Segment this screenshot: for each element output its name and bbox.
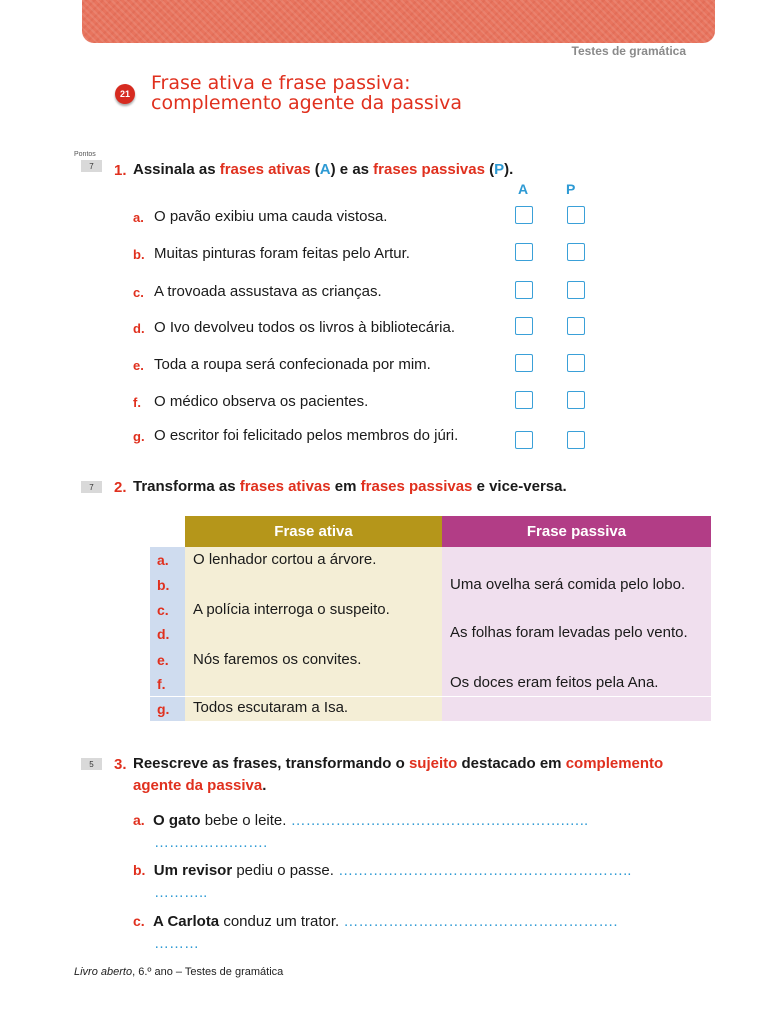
section-label: Testes de gramática bbox=[571, 44, 686, 58]
header-banner bbox=[82, 0, 715, 43]
points-label: Pontos bbox=[74, 151, 96, 158]
q1-points: 7 bbox=[81, 160, 102, 172]
checkbox-a[interactable] bbox=[515, 317, 533, 335]
table-cell-passiva: Uma ovelha será comida pelo lobo. bbox=[450, 576, 686, 593]
q1-number: 1. bbox=[114, 162, 127, 179]
page-title: Frase ativa e frase passiva: complemento agente da passiva bbox=[151, 72, 462, 114]
q3-instruction: Reescreve as frases, transformando o sujeito destacado em complemento agente da passiva. bbox=[133, 755, 664, 794]
q3-item[interactable]: c. A Carlota conduz um trator. ………………………………………………. ……… bbox=[133, 913, 618, 952]
checkbox-p[interactable] bbox=[567, 431, 585, 449]
q1-instruction: Assinala as frases ativas (A) e as frases passivas (P). bbox=[133, 161, 514, 178]
table-cell-ativa: Todos escutaram a Isa. bbox=[193, 699, 349, 716]
checkbox-a[interactable] bbox=[515, 431, 533, 449]
q2-instruction: Transforma as frases ativas em frases passivas e vice-versa. bbox=[133, 478, 567, 495]
table-row-letter: e. bbox=[157, 652, 169, 668]
q2-points: 7 bbox=[81, 481, 102, 493]
checkbox-p[interactable] bbox=[567, 243, 585, 261]
table-cell-ativa: A polícia interroga o suspeito. bbox=[193, 601, 390, 618]
table-row-letter: d. bbox=[157, 626, 170, 642]
q2-number: 2. bbox=[114, 479, 127, 496]
table-cell-ativa: Nós faremos os convites. bbox=[193, 651, 362, 668]
checkbox-a[interactable] bbox=[515, 206, 533, 224]
table-row-letter: a. bbox=[157, 552, 169, 568]
unit-number-badge: 21 bbox=[115, 84, 135, 104]
checkbox-p[interactable] bbox=[567, 391, 585, 409]
table-cell-ativa: O lenhador cortou a árvore. bbox=[193, 551, 377, 568]
footer: Livro aberto, 6.º ano – Testes de gramática bbox=[74, 966, 284, 978]
checkbox-a[interactable] bbox=[515, 281, 533, 299]
row-divider bbox=[150, 696, 711, 697]
column-header-frase-ativa: Frase ativa bbox=[185, 516, 442, 547]
checkbox-a[interactable] bbox=[515, 243, 533, 261]
q3-item[interactable]: a. O gato bebe o leite. ……………………………………………….….. …………….……. bbox=[133, 812, 589, 851]
table-row-letter: c. bbox=[157, 602, 169, 618]
table-row-letter: b. bbox=[157, 577, 170, 593]
table-cell-passiva: Os doces eram feitos pela Ana. bbox=[450, 674, 659, 691]
checkbox-p[interactable] bbox=[567, 354, 585, 372]
column-p-header: P bbox=[566, 181, 576, 197]
column-header-frase-passiva: Frase passiva bbox=[442, 516, 711, 547]
q3-points: 5 bbox=[81, 758, 102, 770]
table-row-letter: g. bbox=[157, 701, 170, 717]
frase-ativa-column bbox=[185, 547, 442, 721]
checkbox-a[interactable] bbox=[515, 354, 533, 372]
column-a-header: A bbox=[518, 181, 529, 197]
checkbox-p[interactable] bbox=[567, 317, 585, 335]
checkbox-p[interactable] bbox=[567, 281, 585, 299]
q3-item[interactable]: b. Um revisor pediu o passe. ………………………………………………….. ……….. bbox=[133, 862, 632, 901]
q3-number: 3. bbox=[114, 756, 127, 773]
checkbox-a[interactable] bbox=[515, 391, 533, 409]
table-row-letter: f. bbox=[157, 676, 166, 692]
table-cell-passiva: As folhas foram levadas pelo vento. bbox=[450, 624, 688, 641]
checkbox-p[interactable] bbox=[567, 206, 585, 224]
